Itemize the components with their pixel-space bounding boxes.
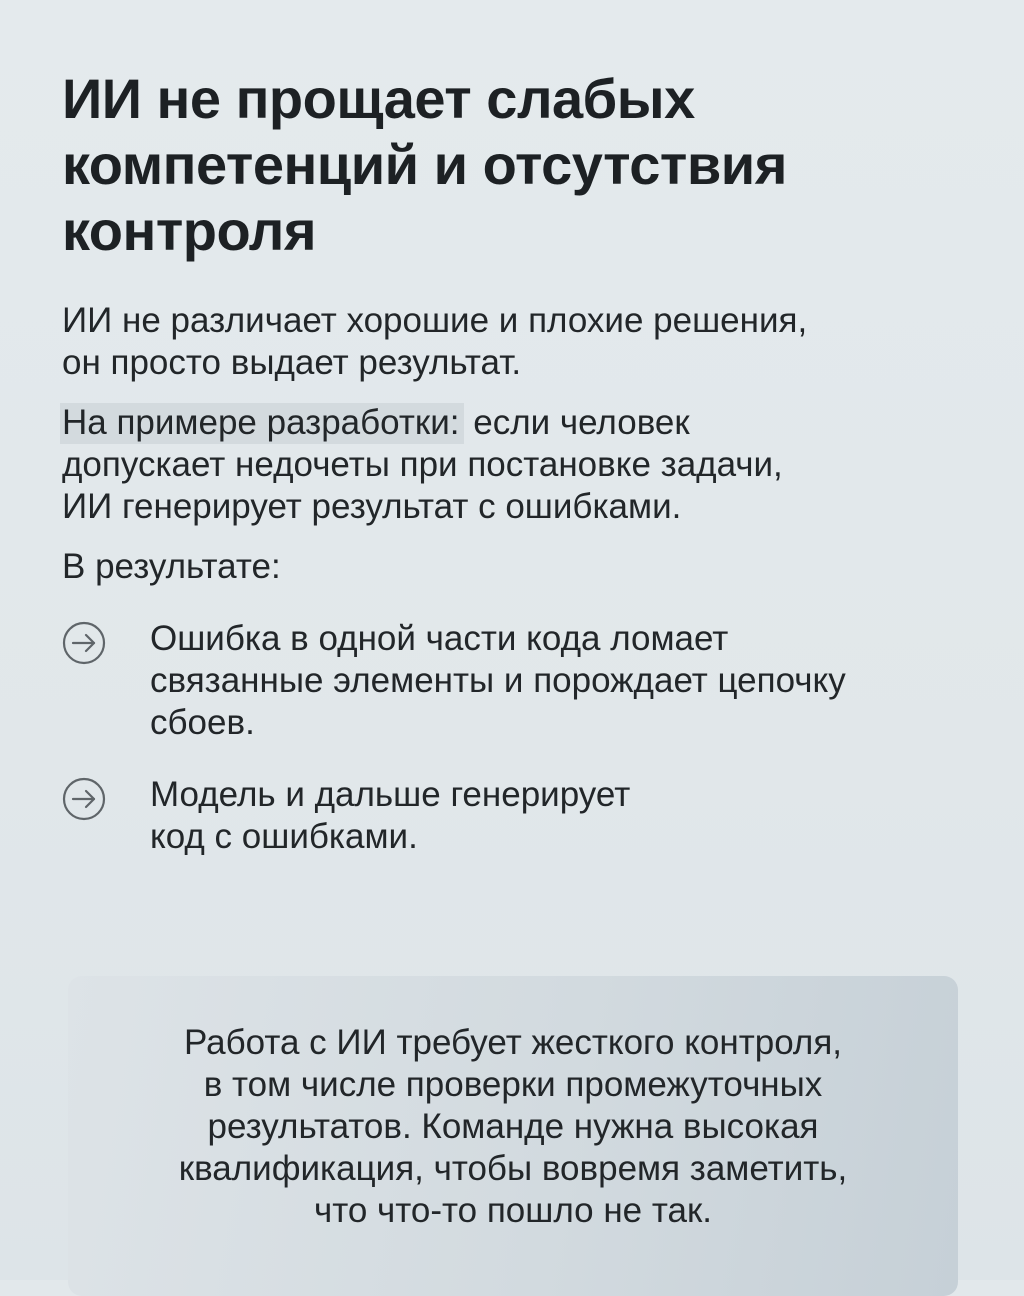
- example-line: [62, 402, 962, 444]
- callout-line: результатов. Команде нужна высокая: [207, 1107, 819, 1146]
- callout-line: в том числе проверки промежуточных: [203, 1065, 823, 1104]
- bullet-line: сбоев.: [150, 703, 255, 742]
- callout-line: что что-то пошло не так.: [313, 1191, 713, 1230]
- circle-arrow-right-icon: [62, 777, 106, 821]
- bullet-line: Модель и дальше генерирует: [150, 775, 631, 814]
- page-title: [62, 66, 962, 264]
- bullet-line: код с ошибками.: [150, 817, 418, 856]
- title-line: контроля: [62, 199, 317, 262]
- bullet-text: [150, 618, 960, 744]
- intro-paragraph: [62, 300, 962, 384]
- example-paragraph: [62, 402, 962, 528]
- title-line: ИИ не прощает слабых: [62, 67, 695, 130]
- callout-box: [68, 976, 958, 1296]
- bullet-text: [150, 774, 960, 858]
- callout-text: [68, 1022, 958, 1232]
- callout-line: Работа с ИИ требует жесткого контроля,: [183, 1023, 843, 1062]
- example-line: допускает недочеты при постановке задачи,: [62, 445, 783, 484]
- bullet-line: Ошибка в одной части кода ломает: [150, 619, 729, 658]
- circle-arrow-right-icon: [62, 621, 106, 665]
- intro-line: ИИ не различает хорошие и плохие решения,: [62, 301, 808, 340]
- example-line-rest: если человек: [463, 403, 690, 442]
- title-line: компетенций и отсутствия: [62, 133, 787, 196]
- result-label: В результате:: [62, 547, 281, 586]
- callout-line: квалификация, чтобы вовремя заметить,: [178, 1149, 848, 1188]
- highlighted-phrase: На примере разработки:: [60, 403, 464, 444]
- intro-line: он просто выдает результат.: [62, 343, 522, 382]
- example-line: ИИ генерирует результат с ошибками.: [62, 487, 682, 526]
- bullet-line: связанные элементы и порождает цепочку: [150, 661, 846, 700]
